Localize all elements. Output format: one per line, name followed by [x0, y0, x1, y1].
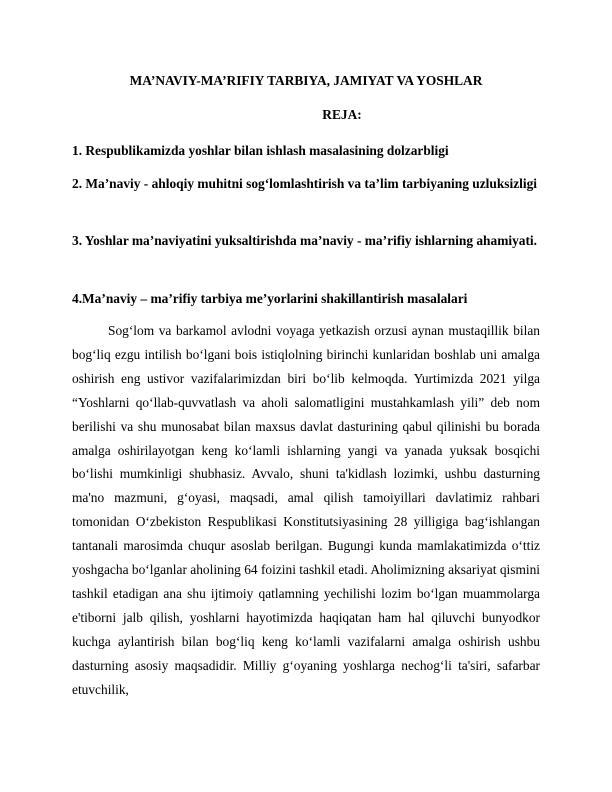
plan-item-4: 4.Ma’naviy – ma’rifiy tarbiya me’yorlarini shakillantirish masalalari [72, 291, 468, 306]
plan-item-3: 3. Yoshlar ma’naviyatini yuksaltirishda ma’naviy - ma’rifiy ishlarning ahamiyati. [72, 233, 537, 248]
plan-item-1: 1. Respublikamizda yoshlar bilan ishlash masalasining dolzarbligi [72, 143, 449, 158]
plan-heading: REJA: [322, 107, 362, 122]
body-paragraph: Sog‘lom va barkamol avlodni voyaga yetkazish orzusi aynan mustaqillik bilan bog‘liq ezgu intilish bo‘lgani bois istiqlolning birinchi kunlaridan boshlab uni amalga oshirish eng ustivor vazifalarimizdan biri bo‘lib kelmoqda. Yurtimizda 2021 yilga “Yoshlarni qo‘llab-quvvatlash va aholi salomatligini mustahkamlash yili” deb nom berilishi va shu munosabat bilan maxsus davlat dasturining qabul qilinishi bu borada amalga oshirilayotgan keng ko‘lamli ishlarning yangi va yanada yuksak bosqichi bo‘lishi mumkinligi shubhasiz. Avvalo, shuni ta'kidlash lozimki, ushbu dasturning ma'no mazmuni, g‘oyasi, maqsadi, amal qilish tamoiyillari davlatimiz rahbari tomonidan O‘zbekiston Respublikasi Konstitutsiyasining 28 yilligiga bag‘ishlangan tantanali marosimda chuqur asoslab berilgan. Bugungi kunda mamlakatimizda o‘ttiz yoshgacha bo‘lganlar aholining 64 foizini tashkil etadi. Aholimizning aksariyat qismini tashkil etadigan ana shu ijtimoiy qatlamning yechilishi lozim bo‘lgan muammolarga e'tiborni jalb qilish, yoshlarni hayotimizda haqiqatan ham hal qiluvchi bunyodkor kuchga aylantirish bilan bog‘liq keng ko‘lamli vazifalarni amalga oshirish ushbu dasturning asosiy maqsadidir. Milliy g‘oyaning yoshlarga nechog‘li ta'siri, safarbar etuvchilik, [72, 323, 540, 697]
document-title: MA’NAVIY-MA’RIFIY TARBIYA, JAMIYAT VA YOSHLAR [129, 73, 483, 88]
plan-item-2: 2. Ma’naviy - ahloqiy muhitni sog‘lomlashtirish va ta’lim tarbiyaning uzluksizligi [72, 176, 538, 191]
